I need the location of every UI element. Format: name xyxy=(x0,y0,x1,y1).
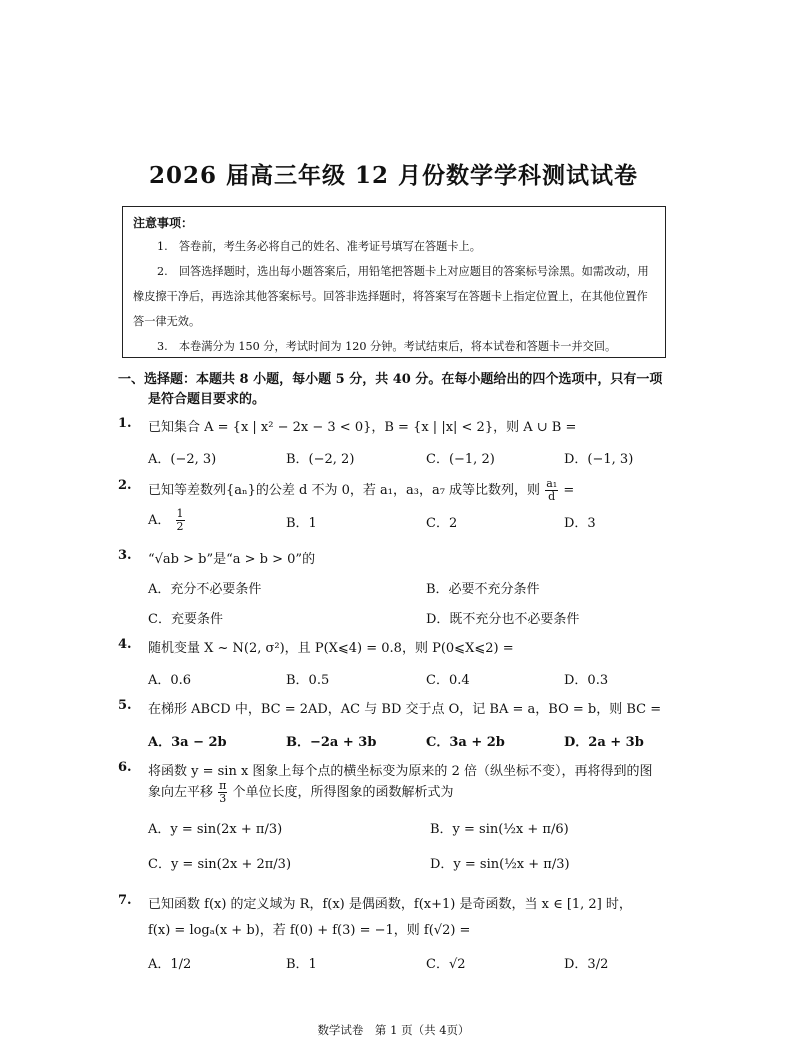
option-d: D．0.3 xyxy=(564,673,609,688)
option-c: C．2 xyxy=(426,516,458,531)
option-d: D．(−1, 3) xyxy=(564,452,634,467)
question-stem-line2 xyxy=(148,780,454,805)
option-d: D．3/2 xyxy=(564,957,609,972)
question-number: 4. xyxy=(118,637,132,652)
fraction xyxy=(176,508,185,533)
fraction-denominator: 2 xyxy=(176,520,184,533)
option-b: B．必要不充分条件 xyxy=(426,582,540,597)
question-stem: “√ab > b”是“a > b > 0”的 xyxy=(148,552,316,567)
question-number: 6. xyxy=(118,760,132,775)
option-a xyxy=(148,508,186,533)
option-d: D．既不充分也不必要条件 xyxy=(426,612,580,627)
page-footer: 数学试卷 第 1 页（共 4页） xyxy=(317,1023,470,1037)
question-number: 5. xyxy=(118,698,132,713)
option-a: A．(−2, 3) xyxy=(148,452,217,467)
question-number: 1. xyxy=(118,416,132,431)
question-number: 3. xyxy=(118,548,132,563)
option-a: A．充分不必要条件 xyxy=(148,582,262,597)
section-heading-line1: 一、选择题：本题共 8 小题，每小题 5 分，共 40 分。在每小题给出的四个选项中，只有一项 xyxy=(118,372,663,387)
option-d: D．y = sin(½x + π/3) xyxy=(430,857,570,872)
fraction-denominator: 3 xyxy=(219,792,227,805)
question-number: 7. xyxy=(118,893,132,908)
question-stem: 随机变量 X ~ N(2, σ²)，且 P(X⩽4) = 0.8，则 P(0⩽X⩽2) = xyxy=(148,641,514,656)
option-c: C．充要条件 xyxy=(148,612,223,627)
question-stem-line2: f(x) = logₐ(x + b)，若 f(0) + f(3) = −1，则 f(√2) = xyxy=(148,923,471,938)
stem-text: 已知等差数列{aₙ}的公差 d 不为 0，若 a₁，a₃，a₇ 成等比数列，则 xyxy=(148,483,541,498)
fraction-numerator: 1 xyxy=(176,507,184,520)
stem-equals: = xyxy=(563,483,575,498)
question-stem: 在梯形 ABCD 中，BC = 2AD，AC 与 BD 交于点 O，记 BA = a，BO = b，则 BC = xyxy=(148,702,662,717)
option-a: A．1/2 xyxy=(148,957,192,972)
section-heading-line2: 是符合题目要求的。 xyxy=(148,392,266,407)
pi-over-3-fraction xyxy=(218,780,227,805)
question-stem: 已知集合 A = {x | x² − 2x − 3 < 0}，B = {x | |x| < 2}，则 A ∪ B = xyxy=(148,420,577,435)
option-d: D．2a + 3b xyxy=(564,735,644,750)
option-d: D．3 xyxy=(564,516,596,531)
question-stem xyxy=(148,478,574,503)
page-title: 2026 届高三年级 12 月份数学学科测试试卷 xyxy=(148,162,639,189)
option-b: B．0.5 xyxy=(286,673,330,688)
option-c: C．y = sin(2x + 2π/3) xyxy=(148,857,292,872)
fraction-numerator: π xyxy=(219,779,227,792)
fraction-denominator: d xyxy=(548,490,556,503)
option-c: C．0.4 xyxy=(426,673,470,688)
fraction-numerator: a₁ xyxy=(546,477,558,490)
question-stem-line1: 已知函数 f(x) 的定义域为 R，f(x) 是偶函数，f(x+1) 是奇函数，当 x ∈ [1, 2] 时， xyxy=(148,897,632,912)
notice-box xyxy=(122,206,666,358)
notice-item-3: 3. 本卷满分为 150 分，考试时间为 120 分钟。考试结束后，将本试卷和答题卡一并交回。 xyxy=(157,340,617,353)
option-b: B．(−2, 2) xyxy=(286,452,355,467)
option-c: C．√2 xyxy=(426,957,466,972)
notice-item-2: 2. 回答选择题时，选出每小题答案后，用铅笔把答题卡上对应题目的答案标号涂黑。如需改动，用橡皮擦干净后，再选涂其他答案标号。回答非选择题时，将答案写在答题卡上指定位置上，在其他位置作答一律无效。 xyxy=(133,265,649,328)
option-a-label: A． xyxy=(148,513,171,528)
stem-text: 个单位长度，所得图象的函数解析式为 xyxy=(232,785,454,800)
notice-item-1: 1. 答卷前，考生务必将自己的姓名、准考证号填写在答题卡上。 xyxy=(157,240,481,253)
option-b: B．1 xyxy=(286,516,317,531)
option-c: C．3a + 2b xyxy=(426,735,505,750)
fraction xyxy=(545,478,558,503)
question-stem-line1: 将函数 y = sin x 图象上每个点的横坐标变为原来的 2 倍（纵坐标不变），再将得到的图 xyxy=(148,764,653,779)
section-heading xyxy=(118,370,678,410)
option-c: C．(−1, 2) xyxy=(426,452,495,467)
option-b: B．−2a + 3b xyxy=(286,735,377,750)
option-a: A．3a − 2b xyxy=(148,735,227,750)
question-number: 2. xyxy=(118,478,132,493)
option-a: A．0.6 xyxy=(148,673,192,688)
option-a: A．y = sin(2x + π/3) xyxy=(148,822,283,837)
notice-heading: 注意事项： xyxy=(133,216,194,230)
option-b: B．y = sin(½x + π/6) xyxy=(430,822,569,837)
option-b: B．1 xyxy=(286,957,317,972)
stem-text: 象向左平移 xyxy=(148,785,214,800)
